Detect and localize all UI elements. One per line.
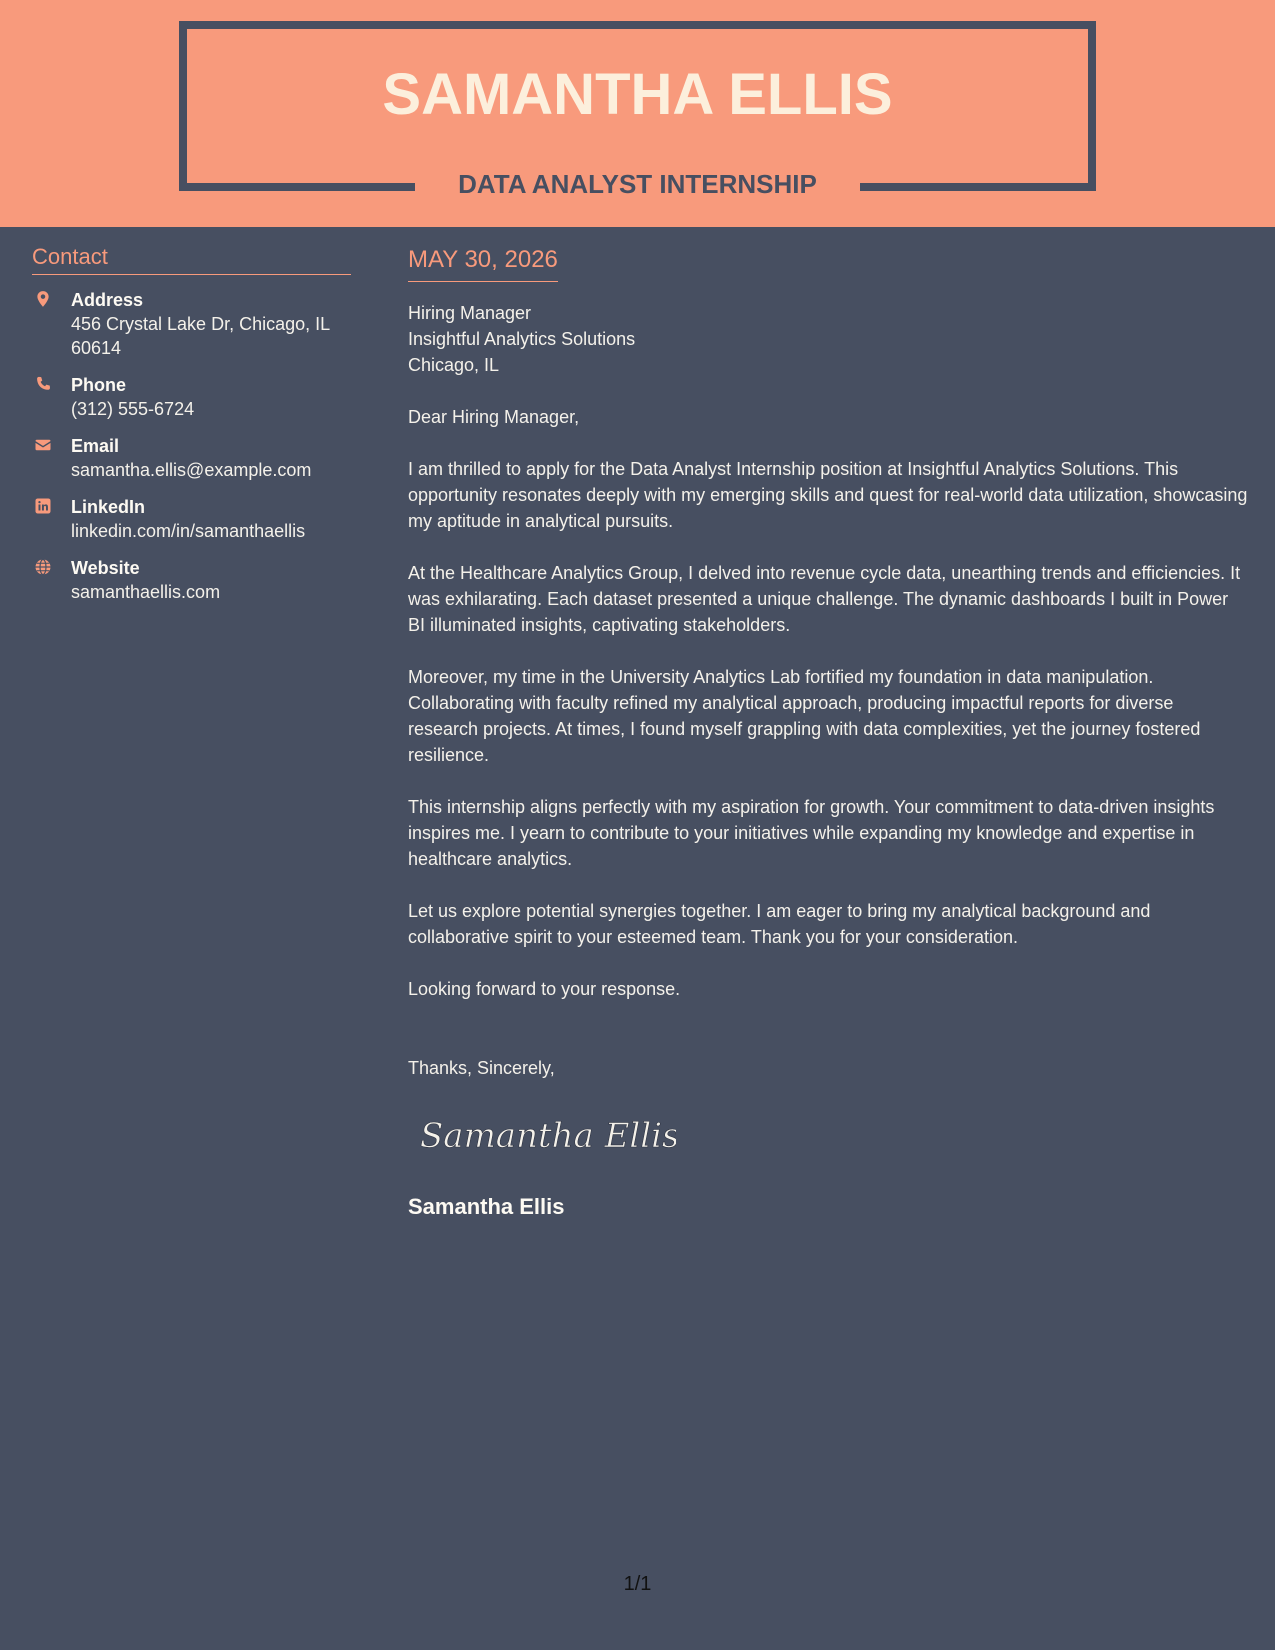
letter-paragraph: Looking forward to your response. — [408, 979, 681, 999]
contact-email-label: Email — [71, 436, 120, 456]
recipient-block — [408, 300, 1248, 378]
contact-linkedin-label: LinkedIn — [71, 497, 146, 517]
letter-body — [408, 244, 1248, 1222]
page-number: 1/1 — [623, 1573, 652, 1595]
letter-date: MAY 30, 2026 — [408, 244, 558, 282]
letter-paragraph: Moreover, my time in the University Analytics Lab fortified my foundation in data manipulation. Collaborating with faculty refined my analytical approach, producing impactful reports for diverse research projects. At times, I found myself grappling with data complexities, yet the journey fostered resilience. — [408, 667, 1201, 765]
contact-linkedin — [32, 495, 351, 543]
phone-icon — [34, 375, 52, 393]
header-frame-bottom-right — [860, 183, 1096, 191]
signature-text: Samantha Ellis — [420, 1116, 676, 1156]
globe-icon — [34, 558, 52, 576]
contact-address-value: 456 Crystal Lake Dr, Chicago, IL 60614 — [71, 314, 330, 358]
letter-paragraph: At the Healthcare Analytics Group, I delved into revenue cycle data, unearthing trends and efficiencies. It was exhilarating. Each dataset presented a unique challenge. The dynamic dashboards I built in Power BI illuminated insights, captivating stakeholders. — [408, 563, 1241, 635]
header-frame-bottom-left — [179, 183, 415, 191]
contact-address-label: Address — [71, 290, 144, 310]
signer-name: Samantha Ellis — [408, 1194, 565, 1219]
applicant-name: SAMANTHA ELLIS — [382, 62, 893, 127]
contact-sidebar — [32, 242, 351, 604]
closing: Thanks, Sincerely, — [408, 1058, 555, 1078]
contact-address — [32, 288, 351, 360]
recipient-line: Hiring Manager — [408, 303, 532, 323]
contact-website-value[interactable]: samanthaellis.com — [71, 582, 221, 602]
contact-phone-value: (312) 555-6724 — [71, 399, 195, 419]
envelope-icon — [34, 436, 52, 454]
location-pin-icon — [34, 290, 52, 308]
header-banner — [0, 0, 1275, 227]
recipient-line: Insightful Analytics Solutions — [408, 329, 636, 349]
contact-website-label: Website — [71, 558, 140, 578]
letter-paragraph: I am thrilled to apply for the Data Analyst Internship position at Insightful Analytics Solutions. This opportunity resonates deeply with my emerging skills and quest for real-world data utilization, showcasing my aptitude in analytical pursuits. — [408, 459, 1248, 531]
job-title: DATA ANALYST INTERNSHIP — [458, 169, 817, 199]
contact-heading: Contact — [32, 242, 351, 275]
contact-email — [32, 434, 351, 482]
contact-website — [32, 556, 351, 604]
recipient-line: Chicago, IL — [408, 355, 500, 375]
letter-paragraph: This internship aligns perfectly with my aspiration for growth. Your commitment to data-driven insights inspires me. I yearn to contribute to your initiatives while expanding my knowledge and expertise in healthcare analytics. — [408, 797, 1215, 869]
salutation: Dear Hiring Manager, — [408, 407, 580, 427]
handwritten-signature — [416, 1103, 676, 1163]
contact-phone — [32, 373, 351, 421]
contact-linkedin-value[interactable]: linkedin.com/in/samanthaellis — [71, 521, 306, 541]
contact-email-value[interactable]: samantha.ellis@example.com — [71, 460, 312, 480]
contact-phone-label: Phone — [71, 375, 127, 395]
letter-paragraph: Let us explore potential synergies together. I am eager to bring my analytical background and collaborative spirit to your esteemed team. Thank you for your consideration. — [408, 901, 1151, 947]
linkedin-icon — [34, 497, 52, 515]
